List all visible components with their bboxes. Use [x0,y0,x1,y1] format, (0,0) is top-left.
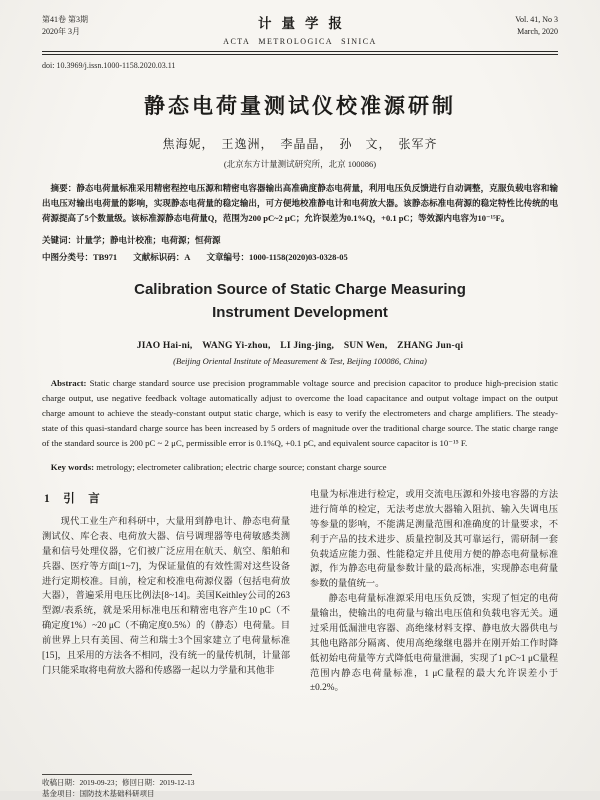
date-cn: 2020年 3月 [42,26,80,36]
clc-label: 中图分类号： [42,251,94,262]
journal-title-block [152,14,448,47]
journal-title-cn: 计量学报 [258,16,352,31]
abstract-en [42,376,558,451]
keywords-text-en: metrology; electrometer calibration; electric charge source; constant charge source [96,462,387,473]
classification-line [42,251,558,265]
page-footnote [42,774,342,800]
section-1-paragraph-right-2: 静态电荷量标准源采用电压负反馈，实现了恒定的电荷量输出，使输出的电荷量与输出电压值和负载电容无关。通过采用低漏泄电容器、高绝缘材料支撑、静电放大器供电与其他电路部分隔离、使用高绝缘继电器并在刚开始工作时降低初始电荷量等方式降低电荷量泄漏，实现了1 pC~1 μC量程范围内静态电荷量标准，1 μC量程的最大允许误差小于±0.2%。 [310,594,558,694]
footnote-rule [42,774,192,775]
section-1-paragraph-right-1: 电量为标准进行检定，或用交流电压源和外接电容器的方法进行简单的检定，无法考虑放大器输入阻抗、输入失调电压等参量的影响，不能满足测量范围和准确度的计量要求，不利于产品的技术进步、质量控制及其可靠运行，需研制一套负载适应能力强、性能稳定并且使用方便的静态电荷量标准源，作为静态电荷量参数计量的最高标准，实现静态电荷量参数的量值统一。 [310,490,558,590]
body-column-left [42,488,290,696]
header-issue-block-en [448,14,558,37]
doc-code-value: A [184,251,191,262]
affiliation-cn: (北京东方计量测试研究所，北京 100086) [223,159,377,170]
section-1-paragraph-left: 现代工业生产和科研中，大量用到静电计、静态电荷量测试仪、库仑表、电荷放大器、信号调理器等电荷敏感类测量和信号处理仪器，它们被广泛应用在航天、航空、船舶和兵器、医疗等方面[1~7]，为保证量值的有效性需对这些设备进行定期校准。目前，检定和校准电荷源仪器（包括电荷放大器），普遍采用电压比例法[8~14]。美国Keithley公司的263型源/表系统，就是采用标准电压和精密电容产生10 pC（不确定度1%）~20 μC（不确定度0.5%）的（静态）电荷量。目前世界上只有美国、荷兰和瑞士3个国家建立了电荷量标准[15]，且采用的方法各不相同，没有统一的量传机制，计量部门只能采取将电荷放大器和传感器一起以力学量和其他非 [42,517,290,676]
article-title-cn: 静态电荷量测试仪校准源研制 [144,94,456,119]
abstract-label-en: Abstract: [50,378,87,389]
keywords-label-cn: 关键词： [42,235,77,246]
clc-value: TB971 [93,251,118,262]
doc-code-label: 文献标识码： [133,251,185,262]
body-columns [42,488,558,696]
abstract-cn [42,181,558,226]
authors-cn: 焦海妮， 王逸洲， 李晶晶， 孙 文， 张军齐 [162,137,438,152]
section-1-heading: 1 引 言 [44,493,101,506]
doc-code-pair [133,252,190,262]
date-en: March, 2020 [517,26,558,36]
clc-pair [42,252,117,262]
abstract-text-en: Static charge standard source use precision programmable voltage source and precision capacitor to produce high-precision static charge output, use negative feedback voltage automatically adjust to overcome the load capacitance and output voltage impact on the output charge amount to achieve the steady-constant output static charge, which is easy to verify the electrometers and charge amplifiers. The steady-state of this quasi-standard charge source has been increased by 5 orders of magnitude over the traditional charge source. The static charge range of the standard source is 200 pC ~ 2 μC, permissible error is 0.1%Q, +0.1 pC, and equivalent source capacitor is 10⁻¹⁵ F. [42,378,558,449]
abstract-text-cn: 静态电荷量标准采用精密程控电压源和精密电容器输出高准确度静态电荷量，利用电压负反馈进行自动调整，克服负载电容和输出电压对输出电荷量的影响，实现静态电荷量的稳定输出，可方便地校准静电计和电荷放大器。该静态标准电荷源的稳定特性比传统的电荷源提高了5个数量级。该标准源静态电荷量Q，范围为200 pC~2 μC；允许误差为0.1%Q，+0.1 pC；等效源内电容为10⁻¹⁵F。 [42,183,558,223]
keywords-line-cn [42,234,558,248]
header-issue-block-cn [42,14,152,37]
article-id-pair [207,252,348,262]
abstract-label-cn: 摘要： [50,183,77,194]
keywords-text-cn: 计量学；静电计校准；电荷源；恒荷源 [76,235,221,246]
authors-en: JIAO Hai-ni, WANG Yi-zhou, LI Jing-jing, SUN Wen, ZHANG Jun-qi [136,341,464,352]
affiliation-en: (Beijing Oriental Institute of Measurement & Test, Beijing 100086, China) [173,356,427,367]
journal-header [42,14,558,47]
body-column-right [310,488,558,696]
volume-issue-en: Vol. 41, No 3 [515,15,558,24]
article-id-value: 1000-1158(2020)03-0328-05 [249,251,348,262]
article-id-label: 文章编号： [206,251,250,262]
article-title-en: Calibration Source of Static Charge Measuring Instrument Development [134,281,466,321]
received-dates: 收稿日期：2019-09-23；修回日期：2019-12-13 [42,778,195,788]
volume-issue-cn: 第41卷 第3期 [42,15,88,24]
doi-line: doi: 10.3969/j.issn.1000-1158.2020.03.11 [42,61,176,71]
journal-title-en: ACTA METROLOGICA SINICA [223,36,377,46]
keywords-line-en [42,460,558,474]
header-rule [42,51,558,55]
keywords-label-en: Key words: [50,462,95,473]
funding-note: 基金项目：国防技术基础科研项目 [42,789,155,799]
